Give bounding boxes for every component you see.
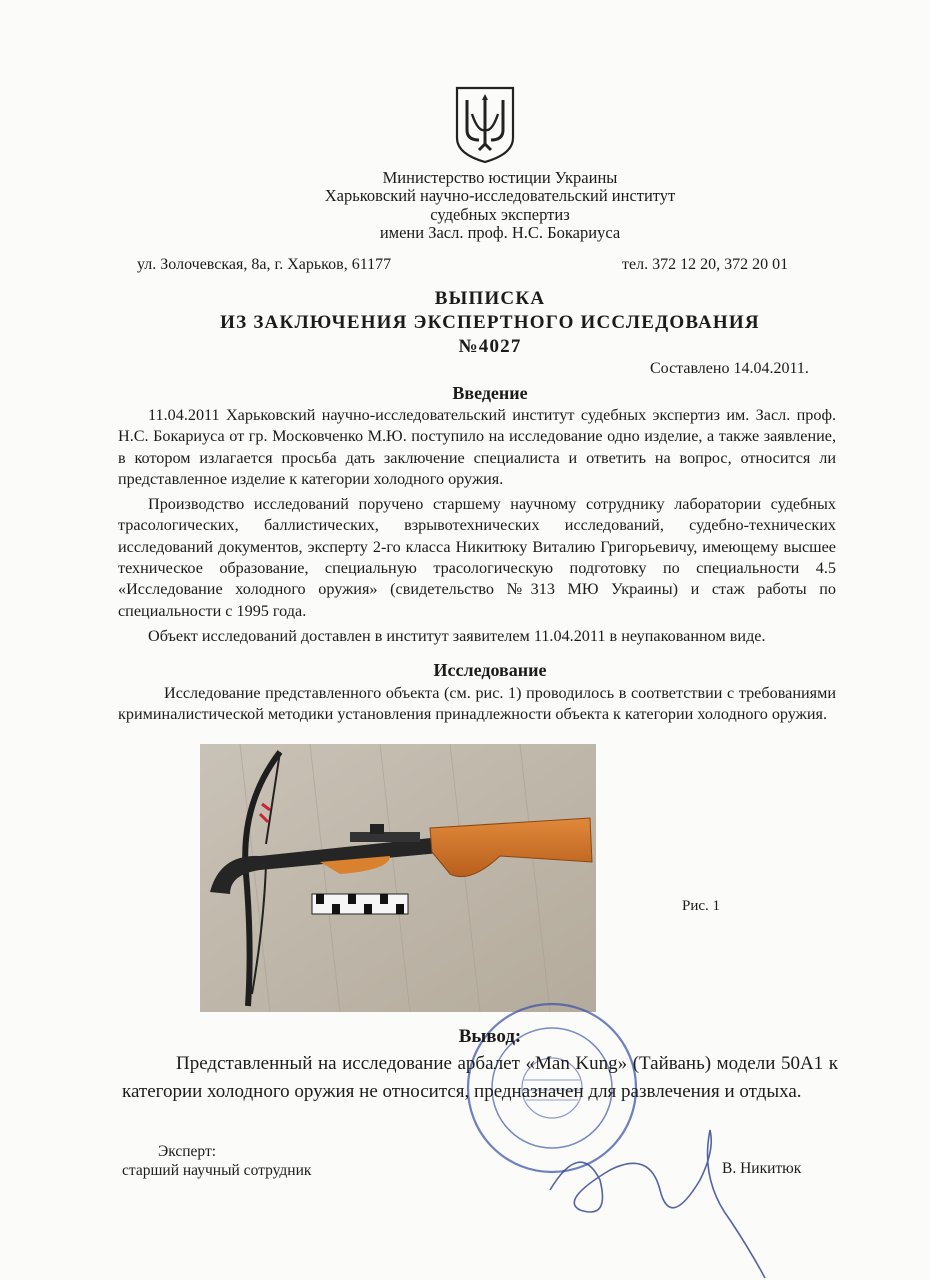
institute-line3: имени Засл. проф. Н.С. Бокариуса bbox=[379, 223, 621, 242]
ministry-name: Министерство юстиции Украины bbox=[382, 168, 618, 187]
research-paragraph: Исследование представленного объекта (см. рис. 1) проводилось в соответствии с требованиями криминалистической методики установления принадлежности объекта к категории холодного оружия. bbox=[118, 684, 836, 724]
research-heading: Исследование bbox=[433, 660, 547, 680]
intro-paragraph-2: Производство исследований поручено старшему научному сотруднику лаборатории судебных трасологических, баллистических, взрывотехнических исследований, судебно-технических исследований документов, эксперту 2-го класса Никитюку Виталию Григорьевичу, имеющему высшее техническое образование, специальную трасологическую подготовку по специальности 4.5 «Исследование холодного оружия» (свидетельство №313 МЮ Украины) и стаж работы по специальности с 1995 года. bbox=[118, 495, 836, 620]
conclusion-heading: Вывод: bbox=[458, 1026, 522, 1047]
doc-number: №4027 bbox=[458, 336, 522, 357]
intro-paragraph-1: 11.04.2011 Харьковский научно-исследовательский институт судебных экспертиз им. Засл. проф. Н.С. Бокариуса от гр. Московченко М.Ю. поступило на исследование одно изделие, а также заявление, в котором излагается просьба дать заключение специалиста и ответить на вопрос, относится ли представленное изделие к категории холодного оружия. bbox=[118, 406, 836, 488]
crossbow-photo bbox=[200, 744, 596, 1012]
trident-emblem bbox=[452, 84, 518, 164]
intro-body bbox=[118, 405, 836, 647]
conclusion-text: Представленный на исследование арбалет «Man Kung» (Тайвань) модели 50А1 к категории холодного оружия не относится, предназначен для развлечения и отдыха. bbox=[122, 1053, 838, 1102]
expert-label: Эксперт: bbox=[158, 1143, 217, 1160]
expert-name: В. Никитюк bbox=[722, 1160, 802, 1177]
conclusion-body bbox=[122, 1050, 838, 1106]
institute-line2: судебных экспертиз bbox=[430, 205, 570, 224]
composed-date: Составлено 14.04.2011. bbox=[650, 360, 809, 377]
figure-caption: Рис. 1 bbox=[682, 898, 721, 914]
doc-title-line1: ВЫПИСКА bbox=[434, 288, 546, 309]
institute-phone: тел. 372 12 20, 372 20 01 bbox=[622, 256, 789, 273]
intro-heading: Введение bbox=[452, 383, 528, 403]
handwritten-signature bbox=[540, 1120, 780, 1280]
intro-paragraph-3: Объект исследований доставлен в институт заявителем 11.04.2011 в неупакованном виде. bbox=[148, 626, 766, 645]
expert-position: старший научный сотрудник bbox=[122, 1162, 312, 1179]
institute-address: ул. Золочевская, 8а, г. Харьков, 61177 bbox=[137, 256, 392, 273]
research-body bbox=[118, 683, 836, 726]
doc-title-line2: ИЗ ЗАКЛЮЧЕНИЯ ЭКСПЕРТНОГО ИССЛЕДОВАНИЯ bbox=[220, 312, 760, 333]
institute-line1: Харьковский научно-исследовательский институт bbox=[324, 186, 676, 205]
